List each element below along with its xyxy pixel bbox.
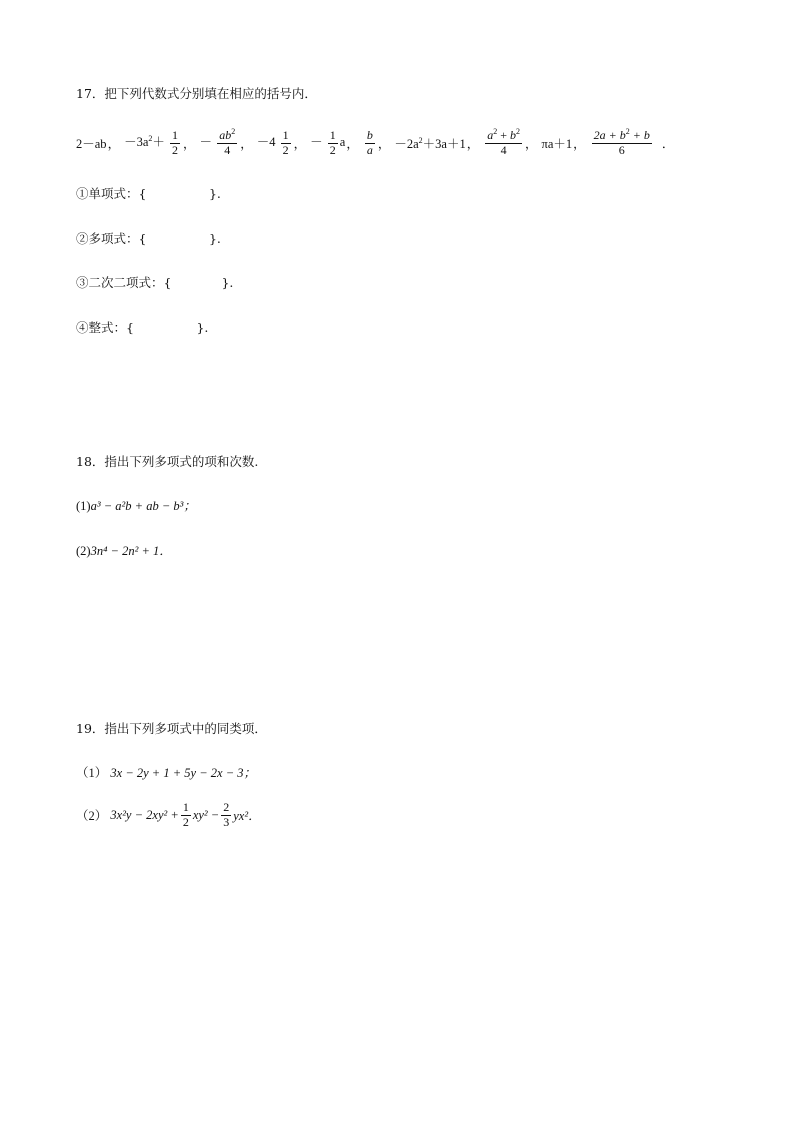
q18-title: 18．指出下列多项式的项和次数. — [76, 454, 259, 469]
q19-part-1: （1） 3x − 2y + 1 + 5y − 2x − 3； — [76, 766, 257, 780]
q17-expression-list: 2－ab ， $-3a^2+$ $\frac{1}{2}$ ， － $\frac{ab^2}{4}$ ， －4 $\frac{1}{2}$ ， － $\frac{1}{2}$ a ， $\frac{b}{a}$ ， $-2a^2+3a+1$ ， $\frac{a^2 + b^2}{4}$ ， πa＋1 ， $\frac{2a + b^2 + b}{6}$ ． — [76, 126, 675, 157]
q17-term-7: $-2a^2+3a+1$ — [394, 136, 466, 151]
q17-term-6: $\frac{b}{a}$ — [366, 127, 373, 157]
q17-blank-binomial: ③二次二项式：{ }. — [76, 275, 234, 290]
q17-term-9: πa＋1 — [541, 137, 573, 151]
q17-title: 17．把下列代数式分别填在相应的括号内． — [76, 86, 317, 101]
q19-title: 19．指出下列多项式中的同类项． — [76, 721, 267, 736]
q19-part-2: （2） 3x²y − 2xy² + $\frac{1}{2}$ xy² − $\frac{2}{3}$ yx²． — [76, 800, 261, 829]
q17-blank-polynomial: ②多项式：{ }. — [76, 231, 221, 246]
q17-term-10: $\frac{2a + b^2 + b}{6}$ — [593, 126, 650, 157]
q17-term-5: － $\frac{1}{2}$ a — [310, 127, 346, 157]
q17-blank-monomial: ①单项式：{ }. — [76, 186, 221, 201]
q17-blank-integral: ④整式：{ }. — [76, 320, 209, 335]
q17-term-1: 2－ab — [76, 137, 107, 151]
q17-term-3: － $\frac{ab^2}{4}$ — [199, 126, 236, 157]
q18-part-2: (2)3n⁴ − 2n² + 1． — [76, 544, 172, 558]
q17-term-4: －4 $\frac{1}{2}$ — [256, 127, 289, 157]
q17-term-8: $\frac{a^2 + b^2}{4}$ — [487, 126, 521, 157]
q18-part-1: (1)a³ − a²b + ab − b³； — [76, 499, 196, 513]
q17-term-2: $-3a^2+$ $\frac{1}{2}$ — [124, 127, 179, 157]
